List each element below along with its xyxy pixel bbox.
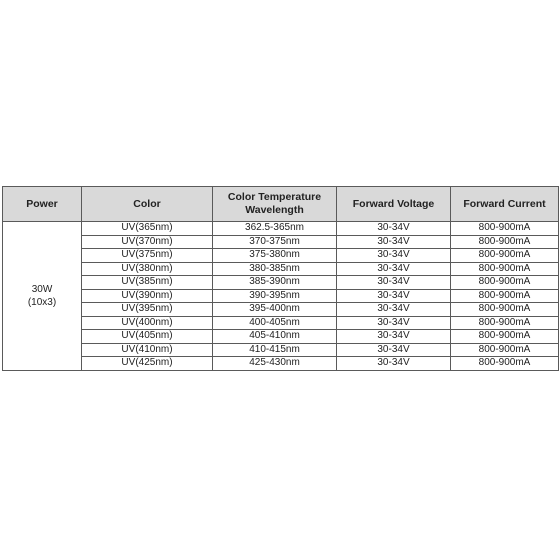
header-power: Power xyxy=(3,187,82,222)
cell-forward-voltage: 30-34V xyxy=(337,343,451,357)
header-wavelength-line1: Color Temperature xyxy=(227,191,322,203)
power-value: 30W xyxy=(31,283,53,295)
cell-forward-voltage: 30-34V xyxy=(337,357,451,371)
cell-forward-current: 800-900mA xyxy=(451,249,559,263)
cell-forward-current: 800-900mA xyxy=(451,343,559,357)
cell-wavelength: 375-380nm xyxy=(213,249,337,263)
cell-color: UV(365nm) xyxy=(82,222,213,236)
cell-wavelength: 362.5-365nm xyxy=(213,222,337,236)
cell-forward-voltage: 30-34V xyxy=(337,235,451,249)
cell-forward-current: 800-900mA xyxy=(451,316,559,330)
cell-color: UV(425nm) xyxy=(82,357,213,371)
table-header xyxy=(3,187,559,222)
header-wavelength xyxy=(213,187,337,222)
header-forward-current: Forward Current xyxy=(451,187,559,222)
table-row xyxy=(3,330,559,344)
led-spec-table xyxy=(2,186,559,371)
cell-forward-current: 800-900mA xyxy=(451,235,559,249)
cell-color: UV(385nm) xyxy=(82,276,213,290)
cell-forward-current: 800-900mA xyxy=(451,357,559,371)
cell-wavelength: 395-400nm xyxy=(213,303,337,317)
table-row xyxy=(3,235,559,249)
cell-color: UV(410nm) xyxy=(82,343,213,357)
cell-wavelength: 425-430nm xyxy=(213,357,337,371)
table-row xyxy=(3,343,559,357)
cell-color: UV(405nm) xyxy=(82,330,213,344)
header-row xyxy=(3,187,559,222)
table-body xyxy=(3,222,559,371)
cell-color: UV(400nm) xyxy=(82,316,213,330)
cell-wavelength: 390-395nm xyxy=(213,289,337,303)
cell-wavelength: 370-375nm xyxy=(213,235,337,249)
power-config: (10x3) xyxy=(27,296,57,308)
cell-forward-current: 800-900mA xyxy=(451,303,559,317)
table-row xyxy=(3,289,559,303)
cell-forward-current: 800-900mA xyxy=(451,289,559,303)
cell-color: UV(380nm) xyxy=(82,262,213,276)
cell-forward-voltage: 30-34V xyxy=(337,249,451,263)
header-color: Color xyxy=(82,187,213,222)
table-row xyxy=(3,357,559,371)
table-row xyxy=(3,276,559,290)
cell-forward-voltage: 30-34V xyxy=(337,316,451,330)
power-cell xyxy=(3,222,82,371)
cell-wavelength: 380-385nm xyxy=(213,262,337,276)
cell-wavelength: 410-415nm xyxy=(213,343,337,357)
cell-forward-current: 800-900mA xyxy=(451,330,559,344)
cell-forward-voltage: 30-34V xyxy=(337,262,451,276)
cell-forward-voltage: 30-34V xyxy=(337,289,451,303)
cell-forward-current: 800-900mA xyxy=(451,262,559,276)
cell-forward-voltage: 30-34V xyxy=(337,303,451,317)
cell-color: UV(395nm) xyxy=(82,303,213,317)
table-row xyxy=(3,262,559,276)
table-row xyxy=(3,249,559,263)
cell-color: UV(390nm) xyxy=(82,289,213,303)
cell-forward-current: 800-900mA xyxy=(451,276,559,290)
header-forward-voltage: Forward Voltage xyxy=(337,187,451,222)
header-wavelength-line2: Wavelength xyxy=(245,204,304,216)
cell-forward-voltage: 30-34V xyxy=(337,222,451,236)
cell-forward-voltage: 30-34V xyxy=(337,276,451,290)
table-row xyxy=(3,316,559,330)
table-row xyxy=(3,222,559,236)
cell-wavelength: 385-390nm xyxy=(213,276,337,290)
cell-wavelength: 400-405nm xyxy=(213,316,337,330)
cell-forward-voltage: 30-34V xyxy=(337,330,451,344)
cell-color: UV(370nm) xyxy=(82,235,213,249)
cell-wavelength: 405-410nm xyxy=(213,330,337,344)
table-row xyxy=(3,303,559,317)
cell-forward-current: 800-900mA xyxy=(451,222,559,236)
cell-color: UV(375nm) xyxy=(82,249,213,263)
